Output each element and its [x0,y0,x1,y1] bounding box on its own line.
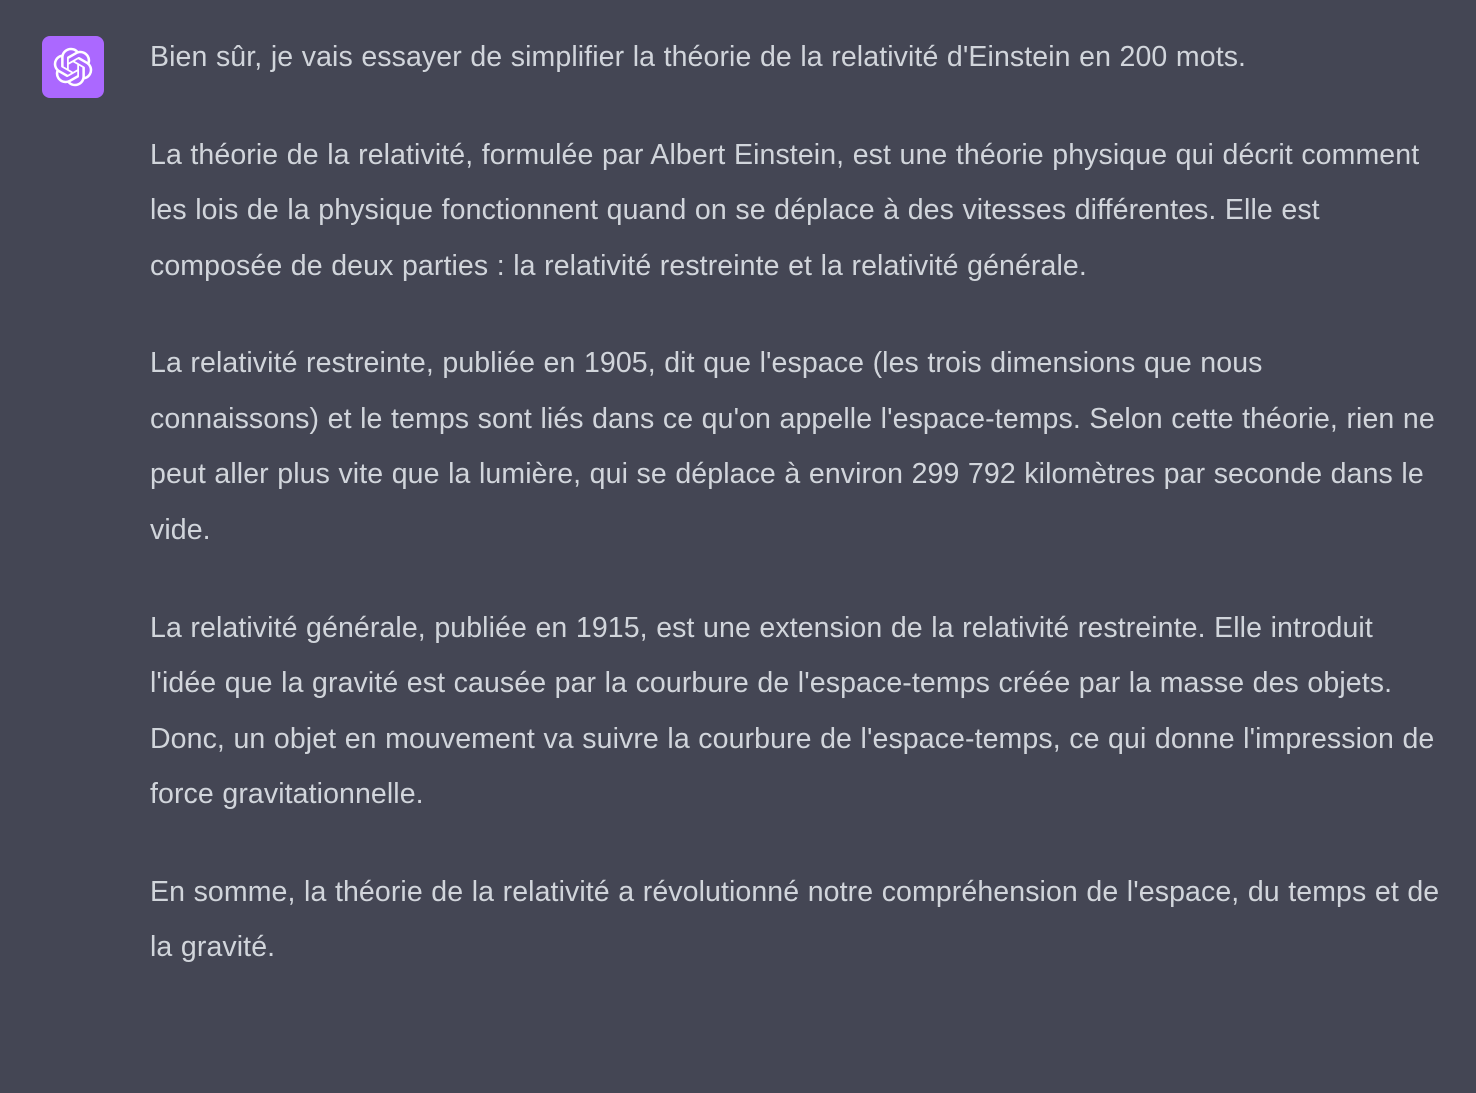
message-paragraph: Bien sûr, je vais essayer de simplifier la théorie de la relativité d'Einstein en 200 mots. [150,41,1247,73]
avatar [42,36,104,98]
message-paragraph: La relativité restreinte, publiée en 1905, dit que l'espace (les trois dimensions que nous connaissons) et le temps sont liés dans ce qu'on appelle l'espace-temps. Selon cette théorie, rien ne peut aller plus vite que la lumière, qui se déplace à environ 299 792 kilomètres par seconde dans le vide. [150,347,1435,546]
message-paragraph: En somme, la théorie de la relativité a révolutionné notre compréhension de l'espace, du temps et de la gravité. [150,875,1440,964]
openai-logo-icon [52,46,94,88]
message-paragraph: La théorie de la relativité, formulée par Albert Einstein, est une théorie physique qui décrit comment les lois de la physique fonctionnent quand on se déplace à des vitesses différentes. Elle est composée de deux parties : la relativité restreinte et la relativité générale. [150,138,1420,282]
message-paragraph: La relativité générale, publiée en 1915, est une extension de la relativité restreinte. Elle introduit l'idée que la gravité est causée par la courbure de l'espace-temps créée par la masse des objets. Donc, un objet en mouvement va suivre la courbure de l'espace-temps, ce qui donne l'impression de force gravitationnelle. [150,611,1435,811]
message-content [150,30,1440,976]
